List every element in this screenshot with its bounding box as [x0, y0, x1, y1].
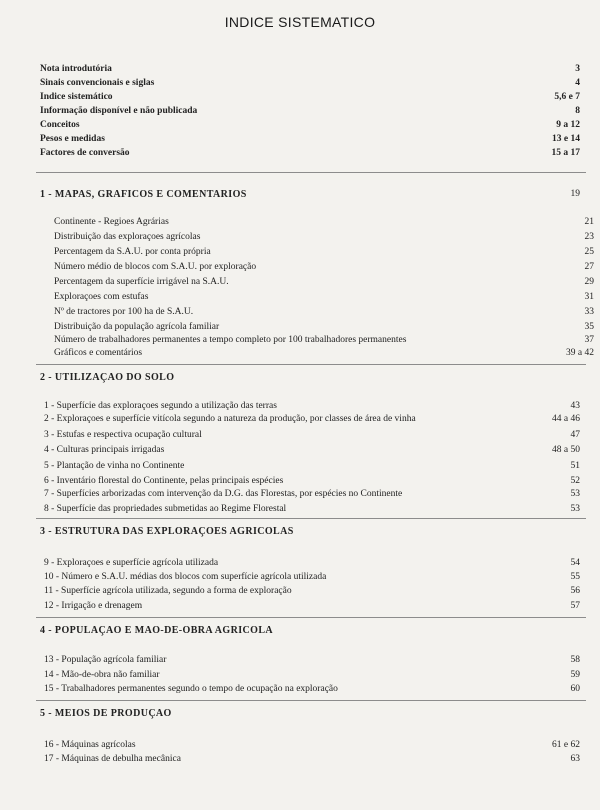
- section-title: 4 - POPULAÇAO E MAO-DE-OBRA AGRICOLA: [40, 624, 274, 636]
- entry-label: Nº de tractores por 100 ha de S.A.U.: [54, 306, 194, 317]
- toc-entry: [40, 752, 580, 765]
- toc-entry: [40, 584, 580, 597]
- entry-label: Distribuição das exploraçoes agrícolas: [54, 231, 201, 242]
- entry-label: Número médio de blocos com S.A.U. por exploração: [54, 261, 257, 272]
- entry-page: 27: [584, 261, 594, 272]
- entry-page: 21: [584, 216, 594, 227]
- entry-page: 3: [575, 63, 580, 74]
- toc-entry: [40, 556, 580, 569]
- entry-label: 3 - Estufas e respectiva ocupação cultural: [44, 429, 202, 440]
- section-heading: [40, 187, 580, 201]
- entry-label: 10 - Número e S.A.U. médias dos blocos com superfície agrícola utilizada: [44, 571, 327, 582]
- toc-entry: [40, 104, 580, 117]
- toc-entry: [40, 570, 580, 583]
- entry-page: 5,6 e 7: [554, 91, 580, 102]
- entry-label: Sinais convencionais e siglas: [40, 77, 155, 88]
- toc-entry: [40, 599, 580, 612]
- entry-label: Continente - Regioes Agrárias: [54, 216, 169, 227]
- entry-page: 13 e 14: [552, 133, 580, 144]
- entry-page: 57: [570, 600, 580, 611]
- entry-label: 9 - Exploraçoes e superfície agrícola utilizada: [44, 557, 219, 568]
- section-heading: [40, 370, 580, 384]
- section-title: 5 - MEIOS DE PRODUÇAO: [40, 707, 172, 719]
- entry-page: 8: [575, 105, 580, 116]
- divider: [36, 518, 586, 519]
- divider: [36, 172, 586, 173]
- entry-label: Percentagem da S.A.U. por conta própria: [54, 246, 211, 257]
- toc-entry: [40, 146, 580, 159]
- entry-label: 13 - População agrícola familiar: [44, 654, 167, 665]
- entry-page: 23: [584, 231, 594, 242]
- section-heading: [40, 524, 580, 538]
- toc-entry: [40, 682, 580, 695]
- toc-entry: [40, 305, 594, 318]
- toc-entry: [40, 118, 580, 131]
- toc-entry: [40, 474, 580, 487]
- toc-entry: [40, 90, 580, 103]
- divider: [36, 364, 586, 365]
- entry-label: Percentagem da superfície irrigável na S.A.U.: [54, 276, 229, 287]
- entry-page: 9 a 12: [556, 119, 580, 130]
- entry-label: Distribuição da população agrícola familiar: [54, 321, 220, 332]
- entry-label: Indice sistemático: [40, 91, 113, 102]
- entry-label: 11 - Superfície agrícola utilizada, segundo a forma de exploração: [44, 585, 292, 596]
- entry-label: Exploraçoes com estufas: [54, 291, 149, 302]
- entry-page: 56: [570, 585, 580, 596]
- entry-label: 5 - Plantação de vinha no Continente: [44, 460, 185, 471]
- page-title: INDICE SISTEMATICO: [224, 14, 376, 30]
- entry-label: 17 - Máquinas de debulha mecânica: [44, 753, 181, 764]
- toc-entry: [40, 443, 580, 456]
- entry-label: Pesos e medidas: [40, 133, 105, 144]
- entry-page: 4: [575, 77, 580, 88]
- entry-page: 61 e 62: [552, 739, 580, 750]
- toc-entry: [40, 412, 580, 425]
- section-heading: [40, 706, 580, 720]
- entry-page: 44 a 46: [552, 413, 580, 424]
- toc-entry: [40, 459, 580, 472]
- entry-page: 31: [584, 291, 594, 302]
- entry-page: 43: [570, 400, 580, 411]
- entry-page: 48 a 50: [552, 444, 580, 455]
- toc-entry: [40, 275, 594, 288]
- toc-entry: [40, 668, 580, 681]
- entry-label: 14 - Mão-de-obra não familiar: [44, 669, 160, 680]
- toc-entry: [40, 132, 580, 145]
- entry-label: Conceitos: [40, 119, 80, 130]
- toc-entry: [40, 62, 580, 75]
- entry-label: 12 - Irrigação e drenagem: [44, 600, 143, 611]
- toc-entry: [40, 346, 594, 359]
- entry-label: 7 - Superfícies arborizadas com intervenção da D.G. das Florestas, por espécies no Continente: [44, 488, 403, 499]
- toc-entry: [40, 428, 580, 441]
- section-title: 3 - ESTRUTURA DAS EXPLORAÇOES AGRICOLAS: [40, 525, 294, 537]
- entry-page: 63: [570, 753, 580, 764]
- toc-entry: [40, 738, 580, 751]
- divider: [36, 700, 586, 701]
- toc-entry: [40, 290, 594, 303]
- entry-page: 55: [570, 571, 580, 582]
- entry-page: 53: [570, 503, 580, 514]
- entry-label: 15 - Trabalhadores permanentes segundo o tempo de ocupação na exploração: [44, 683, 338, 694]
- toc-entry: [40, 320, 594, 333]
- entry-page: 54: [570, 557, 580, 568]
- toc-entry: [40, 399, 580, 412]
- toc-entry: [40, 230, 594, 243]
- toc-entry: [40, 260, 594, 273]
- toc-entry: [40, 215, 594, 228]
- section-heading: [40, 623, 580, 637]
- entry-label: 6 - Inventário florestal do Continente, pelas principais espécies: [44, 475, 284, 486]
- entry-page: 60: [570, 683, 580, 694]
- entry-label: Nota introdutória: [40, 63, 112, 74]
- entry-page: 53: [570, 488, 580, 499]
- entry-label: 2 - Exploraçoes e superfície vitícola segundo a natureza da produção, por classes de área de vinha: [44, 413, 416, 424]
- entry-label: Número de trabalhadores permanentes a tempo completo por 100 trabalhadores permanentes: [54, 334, 407, 345]
- entry-page: 37: [584, 334, 594, 345]
- entry-label: Factores de conversão: [40, 147, 130, 158]
- entry-page: 51: [570, 460, 580, 471]
- toc-entry: [40, 653, 580, 666]
- section-page: 19: [570, 189, 580, 199]
- entry-label: 8 - Superfície das propriedades submetidas ao Regime Florestal: [44, 503, 287, 514]
- entry-page: 39 a 42: [566, 347, 594, 358]
- entry-page: 58: [570, 654, 580, 665]
- entry-label: Gráficos e comentários: [54, 347, 143, 358]
- toc-entry: [40, 333, 594, 346]
- entry-page: 25: [584, 246, 594, 257]
- divider: [36, 617, 586, 618]
- entry-page: 15 a 17: [551, 147, 580, 158]
- entry-page: 33: [584, 306, 594, 317]
- entry-label: Informação disponível e não publicada: [40, 105, 198, 116]
- entry-page: 47: [570, 429, 580, 440]
- toc-entry: [40, 76, 580, 89]
- entry-page: 59: [570, 669, 580, 680]
- entry-label: 16 - Máquinas agrícolas: [44, 739, 136, 750]
- section-title: 1 - MAPAS, GRAFICOS E COMENTARIOS: [40, 188, 247, 200]
- toc-entry: [40, 245, 594, 258]
- entry-page: 35: [584, 321, 594, 332]
- section-title: 2 - UTILIZAÇAO DO SOLO: [40, 371, 175, 383]
- toc-entry: [40, 502, 580, 515]
- entry-page: 29: [584, 276, 594, 287]
- entry-label: 1 - Superfície das exploraçoes segundo a utilização das terras: [44, 400, 277, 411]
- toc-entry: [40, 487, 580, 500]
- entry-label: 4 - Culturas principais irrigadas: [44, 444, 165, 455]
- entry-page: 52: [570, 475, 580, 486]
